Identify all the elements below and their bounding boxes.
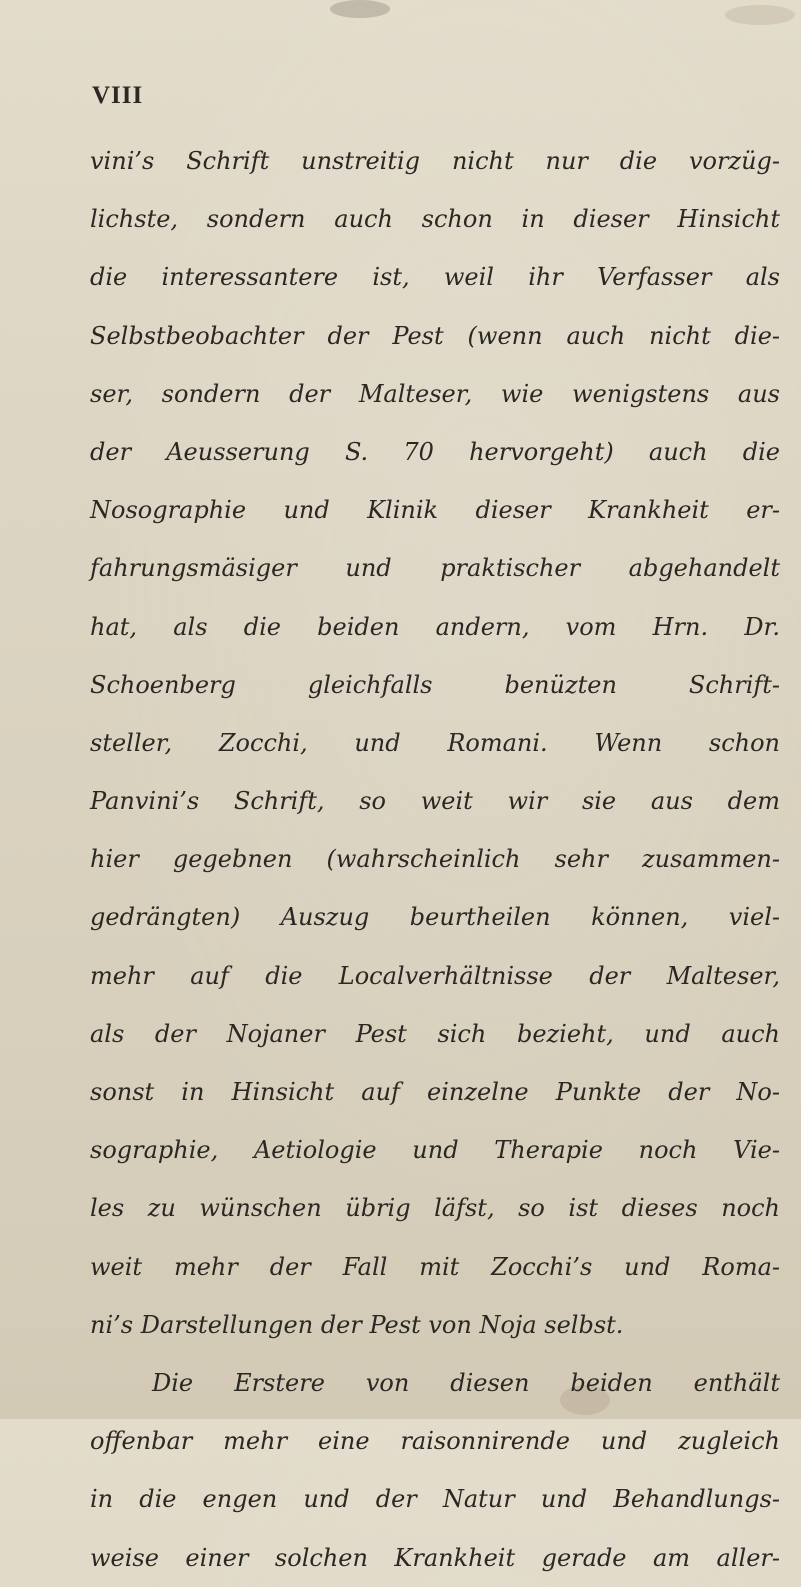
text-line: weise einer solchen Krankheit gerade am aller- xyxy=(90,1543,780,1572)
text-line: vini’s Schrift unstreitig nicht nur die vorzüg- xyxy=(90,147,780,175)
text-line: die interessantere ist, weil ihr Verfasser als xyxy=(90,263,780,292)
text-line: Nosographie und Klinik dieser Krankheit er- xyxy=(90,496,780,525)
text-line: sographie, Aetiologie und Therapie noch Vie- xyxy=(90,1136,780,1165)
text-line: weit mehr der Fall mit Zocchi’s und Roma- xyxy=(90,1252,780,1281)
text-line: les zu wünschen übrig läfst, so ist dieses noch xyxy=(90,1194,780,1223)
text-line: lichste, sondern auch schon in dieser Hinsicht xyxy=(90,205,780,234)
body-text xyxy=(90,132,780,1587)
text-line: fahrungsmäsiger und praktischer abgehandelt xyxy=(90,554,780,583)
text-line: ni’s Darstellungen der Pest von Noja selbst. xyxy=(90,1310,624,1339)
paper-stain xyxy=(330,0,390,18)
text-line: der Aeusserung S. 70 hervorgeht) auch die xyxy=(90,437,780,466)
paper-stain xyxy=(725,5,795,25)
text-line: hier gegebnen (wahrscheinlich sehr zusammen- xyxy=(90,845,780,874)
text-line: in die engen und der Natur und Behandlungs- xyxy=(90,1485,780,1514)
text-line: Panvini’s Schrift, so weit wir sie aus dem xyxy=(90,787,780,816)
text-line: ser, sondern der Malteser, wie wenigstens aus xyxy=(90,379,780,408)
paragraph-first-line: Die Erstere von diesen beiden enthält xyxy=(152,1368,780,1397)
text-line: hat, als die beiden andern, vom Hrn. Dr. xyxy=(90,612,780,641)
text-line: als der Nojaner Pest sich bezieht, und auch xyxy=(90,1019,780,1048)
text-line: offenbar mehr eine raisonnirende und zugleich xyxy=(90,1427,780,1456)
text-line: mehr auf die Localverhältnisse der Malteser, xyxy=(90,961,780,990)
text-line: Schoenberg gleichfalls benüzten Schrift- xyxy=(90,670,780,699)
text-line: sonst in Hinsicht auf einzelne Punkte der No- xyxy=(90,1078,780,1106)
text-line: steller, Zocchi, und Romani. Wenn schon xyxy=(90,728,780,757)
text-line: gedrängten) Auszug beurtheilen können, viel- xyxy=(90,903,780,932)
text-line: Selbstbeobachter der Pest (wenn auch nicht die- xyxy=(90,321,780,350)
page-number: VIII xyxy=(92,82,144,109)
